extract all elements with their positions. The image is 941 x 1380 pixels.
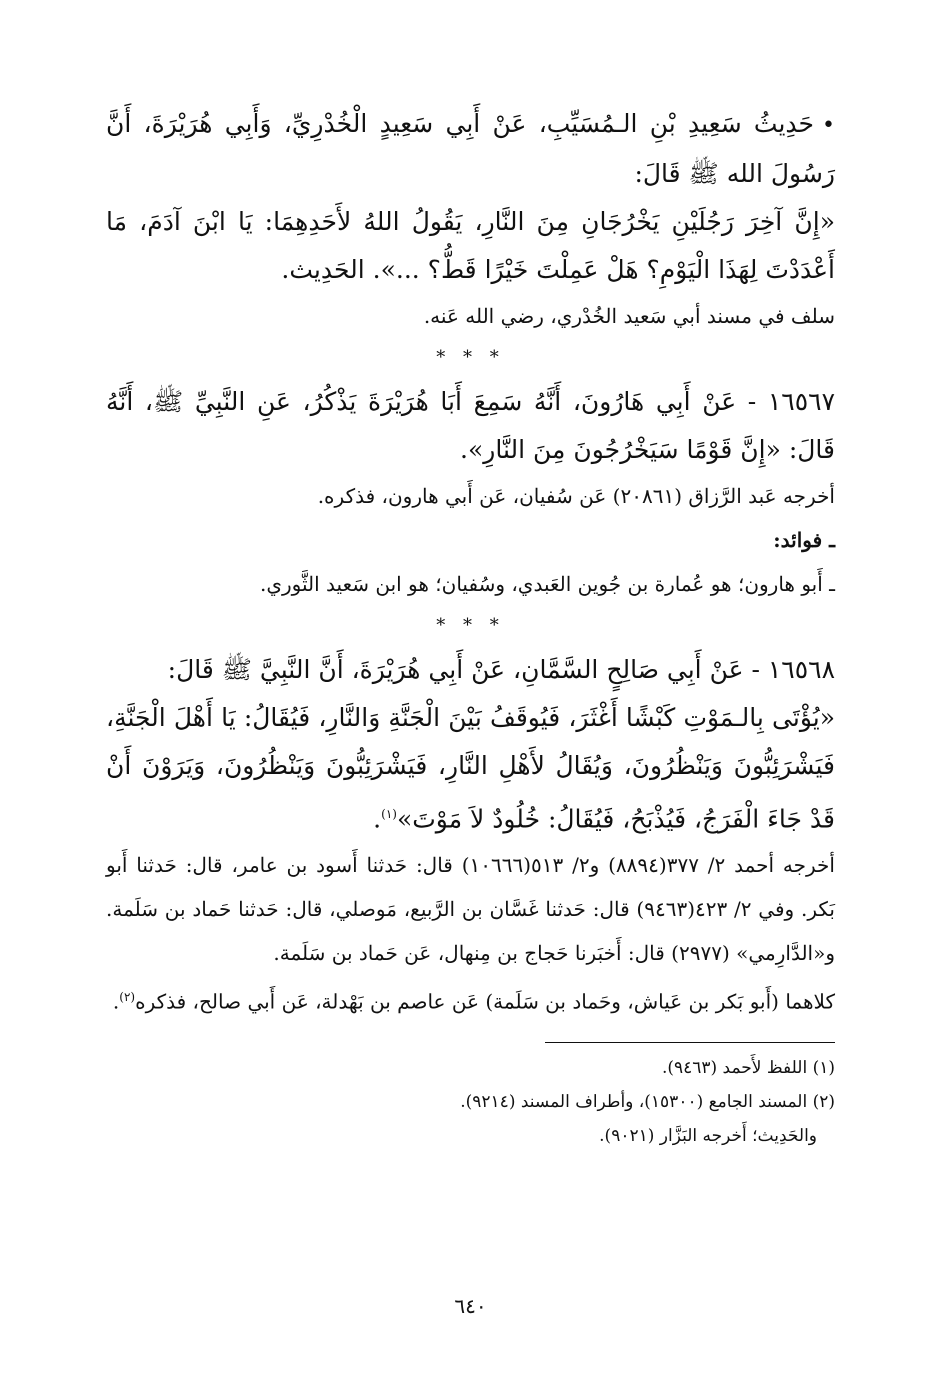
footnote-divider bbox=[545, 1042, 835, 1043]
fawaid-item: ـ أَبو هارون؛ هو عُمارة بن جُوين العَبدي، وسُفيان؛ هو ابن سَعيد الثَّوري. bbox=[260, 572, 835, 596]
footnote-1: (١) اللفظ لأَحمد (٩٤٦٣). bbox=[661, 1057, 835, 1078]
hadith-16568-chain-text: كلاهما (أَبو بَكر بن عَياش، وحَماد بن سَلَمة) عَن عاصم بن بَهْدلة، عَن أَبي صالح، فذكره bbox=[135, 989, 835, 1014]
hadith-1-intro-text: حَدِيثُ سَعِيدِ بْنِ الـمُسَيِّبِ، عَنْ أَبِي سَعِيدٍ الْخُدْرِيِّ، وَأَبِي هُرَيْرَةَ، أَنَّ رَسُولَ الله ﷺ قَالَ: bbox=[106, 109, 835, 188]
hadith-1-matn: «إِنَّ آخِرَ رَجُلَيْنِ يَخْرُجَانِ مِنَ النَّارِ، يَقُولُ اللهُ لأَحَدِهِمَا: يَا ابْنَ آدَمَ، مَا أَعْدَدْتَ لِهَذَا الْيَوْمِ؟ هَلْ عَمِلْتَ خَيْرًا قَطُّ؟ ...». الحَدِيث. bbox=[106, 207, 835, 284]
hadith-1-note: سلف في مسند أبي سَعيد الخُدْري، رضي الله عَنه. bbox=[423, 304, 835, 328]
bullet-icon: • bbox=[822, 113, 835, 138]
footnote-ref-2[interactable]: (٢) bbox=[119, 990, 136, 1005]
footnote-2-continuation: والحَدِيث؛ أَخرجه البَزَّار (٩٠٢١). bbox=[599, 1125, 817, 1146]
hadith-16568-matn-text: «يُؤْتَى بِالـمَوْتِ كَبْشًا أَغْثَرَ، فَيُوقَفُ بَيْنَ الْجَنَّةِ وَالنَّارِ، فَيُقَالُ: يَا أَهْلَ الْجَنَّةِ، فَيَشْرَئِبُّونَ وَيَنْظُرُونَ، وَيُقَالُ لأَهْلِ النَّارِ، فَيَشْرَئِبُّونَ وَيَنْظُرُونَ، وَيَرَوْنَ أَنْ قَدْ جَاءَ الْفَرَجُ، فَيُذْبَحُ، فَيُقَالُ: خُلُودٌ لاَ مَوْتَ» bbox=[106, 703, 835, 834]
hadith-16567: ١٦٥٦٧ - عَنْ أَبِي هَارُونَ، أَنَّهُ سَمِعَ أَبَا هُرَيْرَةَ يَذْكُرُ، عَنِ النَّبِيِّ ﷺ، أَنَّهُ قَالَ: «إِنَّ قَوْمًا سَيَخْرُجُونَ مِنَ النَّارِ». bbox=[106, 387, 835, 464]
hadith-16568-takhrij: أخرجه أحمد ٢/ ٣٧٧(٨٨٩٤) و٢/ ٥١٣(١٠٦٦٦) قال: حَدثنا أَسود بن عامر، قال: حَدثنا أَبو بَكر. وفي ٢/ ٤٢٣(٩٤٦٣) قال: حَدثنا غَسَّان بن الرَّبيع، مَوصلي، قال: حَدثنا حَماد بن سَلَمة. و«الدَّارِمي» (٢٩٧٧) قال: أَخبَرنا حَجاج بن مِنهال، عَن حَماد بن سَلَمة. bbox=[106, 853, 835, 966]
hadith-16568-chain-end: . bbox=[112, 989, 120, 1014]
footnote-ref-1[interactable]: (١) bbox=[381, 807, 397, 821]
footnote-2: (٢) المسند الجامع (١٥٣٠٠)، وأطراف المسند (٩٢١٤). bbox=[460, 1091, 835, 1112]
separator-2: * * * bbox=[436, 615, 505, 636]
hadith-16568-matn-end: . bbox=[373, 804, 382, 834]
hadith-16568-chain bbox=[106, 975, 835, 1024]
fawaid-title: ـ فوائد: bbox=[773, 528, 835, 552]
separator-1: * * * bbox=[436, 347, 505, 368]
hadith-1-intro bbox=[106, 100, 835, 198]
hadith-16568-matn bbox=[106, 694, 835, 843]
page-number: ٦٤٠ bbox=[454, 1294, 487, 1318]
hadith-16568-intro: ١٦٥٦٨ - عَنْ أَبِي صَالِحٍ السَّمَّانِ، عَنْ أَبِي هُرَيْرَةَ، أَنَّ النَّبِيَّ ﷺ قَالَ: bbox=[167, 655, 835, 684]
page-body bbox=[106, 100, 835, 1380]
hadith-16567-takhrij: أخرجه عَبد الرَّزاق (٢٠٨٦١) عَن سُفيان، عَن أَبي هارون، فذكره. bbox=[317, 484, 835, 508]
